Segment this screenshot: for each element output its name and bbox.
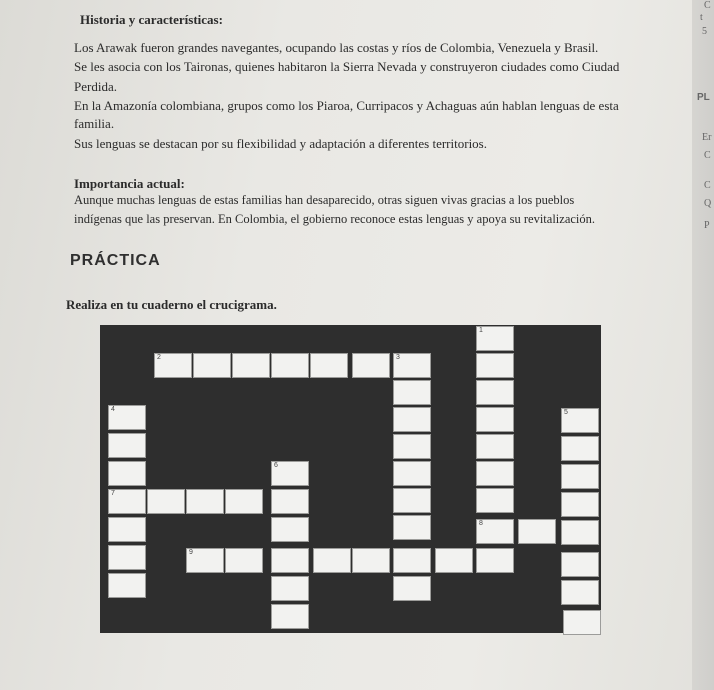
margin-glyph: t xyxy=(700,12,703,23)
crossword-cell[interactable] xyxy=(393,434,431,459)
historia-line-6: Sus lenguas se destacan por su flexibilidad y adaptación a diferentes territorios. xyxy=(74,136,487,151)
margin-glyph: P xyxy=(704,220,710,231)
crossword-cell[interactable] xyxy=(563,610,601,635)
crossword-cell[interactable] xyxy=(271,576,309,601)
crossword-cell[interactable] xyxy=(561,464,599,489)
practica-title: PRÁCTICA xyxy=(70,252,161,269)
crossword-cell[interactable] xyxy=(393,515,431,540)
crossword-cell[interactable] xyxy=(476,380,514,405)
crossword-cell[interactable] xyxy=(225,548,263,573)
crossword-cell[interactable] xyxy=(186,548,224,573)
crossword-cell[interactable] xyxy=(561,580,599,605)
crossword-cell[interactable] xyxy=(476,326,514,351)
margin-glyph: Er xyxy=(702,132,712,143)
crossword-cell[interactable] xyxy=(108,489,146,514)
crossword-cell[interactable] xyxy=(147,489,185,514)
crossword-number: 4 xyxy=(111,406,115,413)
crossword-number: 7 xyxy=(111,490,115,497)
crossword-cell[interactable] xyxy=(271,548,309,573)
crossword-cell[interactable] xyxy=(271,461,309,486)
crossword-cell[interactable] xyxy=(393,488,431,513)
crossword-cell[interactable] xyxy=(352,353,390,378)
facing-page-edge xyxy=(692,0,714,690)
crossword-cell[interactable] xyxy=(393,380,431,405)
historia-line-2: Se les asocia con los Taironas, quienes habitaron la Sierra Nevada y construyeron ciudades como Ciudad xyxy=(74,59,620,74)
crossword-cell[interactable] xyxy=(476,461,514,486)
crossword-cell[interactable] xyxy=(561,520,599,545)
crossword-cell[interactable] xyxy=(108,545,146,570)
crossword-cell[interactable] xyxy=(393,407,431,432)
crossword-cell[interactable] xyxy=(476,548,514,573)
crossword-cell[interactable] xyxy=(108,573,146,598)
margin-glyph: C xyxy=(704,180,711,191)
crossword-cell[interactable] xyxy=(435,548,473,573)
crossword-cell[interactable] xyxy=(193,353,231,378)
historia-heading: Historia y características: xyxy=(80,12,223,27)
historia-line-5: familia. xyxy=(74,116,115,131)
crossword-cell[interactable] xyxy=(393,461,431,486)
crossword-cell[interactable] xyxy=(271,489,309,514)
crossword-cell[interactable] xyxy=(271,353,309,378)
importancia-line-1: Aunque muchas lenguas de estas familias han desaparecido, otras siguen vivas gracias a los pueblos xyxy=(74,193,575,207)
historia-line-1: Los Arawak fueron grandes navegantes, ocupando las costas y ríos de Colombia, Venezuela y Brasil. xyxy=(74,40,599,55)
crossword-cell[interactable] xyxy=(310,353,348,378)
crossword-number: 1 xyxy=(479,327,483,334)
crossword-number: 3 xyxy=(396,354,400,361)
crossword-number: 2 xyxy=(157,354,161,361)
crossword-cell[interactable] xyxy=(393,353,431,378)
crossword-cell[interactable] xyxy=(154,353,192,378)
crossword-cell[interactable] xyxy=(476,353,514,378)
margin-glyph: 5 xyxy=(702,26,707,37)
crossword-cell[interactable] xyxy=(561,492,599,517)
crossword-cell[interactable] xyxy=(352,548,390,573)
crossword-cell[interactable] xyxy=(476,488,514,513)
crossword-cell[interactable] xyxy=(561,436,599,461)
margin-glyph: PL xyxy=(697,92,710,103)
crossword-cell[interactable] xyxy=(518,519,556,544)
crossword-cell[interactable] xyxy=(108,461,146,486)
importancia-heading: Importancia actual: xyxy=(74,176,185,191)
importancia-line-2: indígenas que las preservan. En Colombia, el gobierno reconoce estas lenguas y apoya su revitalización. xyxy=(74,212,596,226)
crossword-cell[interactable] xyxy=(561,552,599,577)
crossword-cell[interactable] xyxy=(476,407,514,432)
crossword-cell[interactable] xyxy=(271,604,309,629)
crossword-cell[interactable] xyxy=(108,405,146,430)
crossword-number: 6 xyxy=(274,462,278,469)
crossword-number: 9 xyxy=(189,549,193,556)
margin-glyph: C xyxy=(704,0,711,11)
crossword-cell[interactable] xyxy=(108,433,146,458)
crossword-cell[interactable] xyxy=(108,517,146,542)
crossword-cell[interactable] xyxy=(225,489,263,514)
crossword-cell[interactable] xyxy=(313,548,351,573)
historia-line-3: Perdida. xyxy=(74,79,117,94)
crossword-cell[interactable] xyxy=(186,489,224,514)
crossword-cell[interactable] xyxy=(232,353,270,378)
practica-instruction: Realiza en tu cuaderno el crucigrama. xyxy=(66,297,277,312)
historia-line-4: En la Amazonía colombiana, grupos como los Piaroa, Curripacos y Achaguas aún hablan lenguas de esta xyxy=(74,98,619,113)
crossword-cell[interactable] xyxy=(393,576,431,601)
crossword-number: 5 xyxy=(564,409,568,416)
margin-glyph: Q xyxy=(704,198,712,209)
crossword-cell[interactable] xyxy=(561,408,599,433)
crossword-cell[interactable] xyxy=(271,517,309,542)
crossword-cell[interactable] xyxy=(476,434,514,459)
crossword-cell[interactable] xyxy=(393,548,431,573)
margin-glyph: C xyxy=(704,150,711,161)
crossword-number: 8 xyxy=(479,520,483,527)
crossword-cell[interactable] xyxy=(476,519,514,544)
